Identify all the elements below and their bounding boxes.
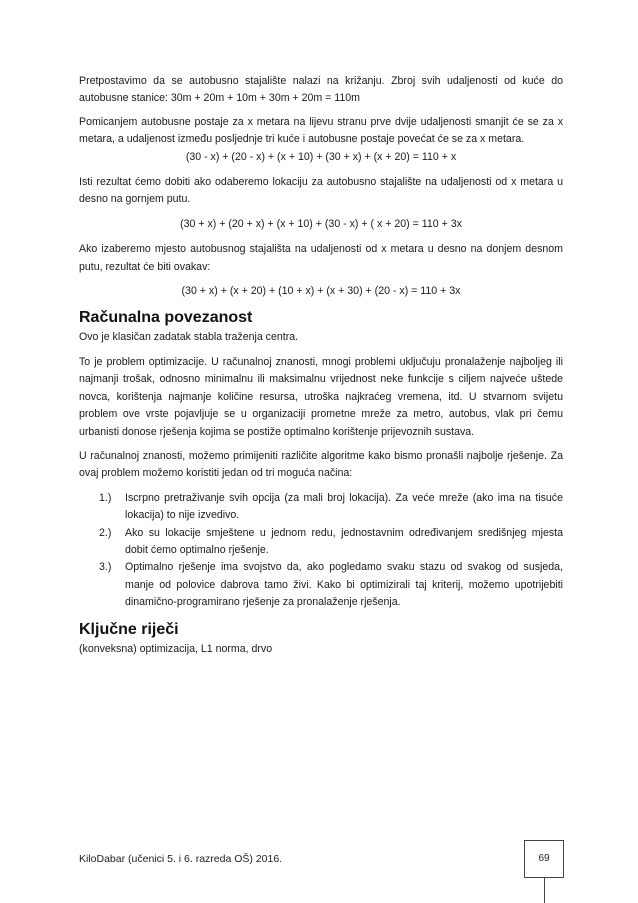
heading-computational-connection: Računalna povezanost	[79, 309, 253, 327]
equation-shift-right-top: (30 + x) + (20 + x) + (x + 10) + (30 - x) + ( x + 20) = 110 + 3x	[180, 217, 462, 230]
page-content	[79, 73, 563, 665]
paragraph-shift-right-bottom: Ako izaberemo mjesto autobusnog stajališta na udaljenosti od x metara u desno na donjem desnom putu, rezultat će biti ovakav:	[79, 243, 563, 273]
list-item-number: 1.)	[99, 491, 112, 504]
paragraph-algorithms: U računalnoj znanosti, možemo primijeniti različite algoritme kako bismo pronašli najbolje rješenje. Za ovaj problem možemo koristiti jedan od tri moguća načina:	[79, 449, 563, 480]
list-item-number: 3.)	[99, 561, 112, 574]
paragraph-shift-left: Pomicanjem autobusne postaje za x metara na lijevu stranu prve dvije udaljenosti smanjit će se za x metara, a udaljenost između posljednje tri kuće i autobusne postaje povećat će se za x metara.	[79, 115, 563, 146]
list-item-text: Ako su lokacije smještene u jednom redu, jednostavnim određivanjem središnjeg mjesta dobit ćemo optimalno rješenje.	[125, 526, 563, 556]
paragraph-optimization: To je problem optimizacije. U računalnoj znanosti, mnogi problemi uključuju pronalaženje najboljeg ili najmanji trošak, odnosno minimalnu ili maksimalnu vrijednost neke funkcije s ciljem najveće uštede novca, korištenja najmanje količine resursa, utroška najkraćeg vremena, itd. U stvarnom svijetu problem ove vrste pojavljuje se u organizaciji prometne mreže za metro, autobus, vlak pri čemu urbanisti donose rješenja kojima se postiže optimalno korištenje prijevoznih sustava.	[79, 355, 563, 438]
paragraph-bus-stop-sum: Pretpostavimo da se autobusno stajalište nalazi na križanju. Zbroj svih udaljenosti od kuće do autobusne stanice: 30m + 20m + 10m + 30m + 20m = 110m	[79, 75, 563, 105]
list-item	[79, 490, 563, 525]
paragraph-classic-task: Ovo je klasičan zadatak stabla traženja centra.	[79, 331, 299, 344]
list-item	[79, 559, 563, 611]
list-item-text: Optimalno rješenje ima svojstvo da, ako pogledamo svaku stazu od svakog od susjeda, manje od polovice dabrova tamo živi. Kako bi optimizirali taj kriterij, možemo upotrijebiti dinamično-programirano rješenje za pronalaženje rješenja.	[125, 561, 563, 609]
equation-shift-right-bottom: (30 + x) + (x + 20) + (10 + x) + (x + 30) + (20 - x) = 110 + 3x	[181, 285, 461, 298]
footer-text: KiloDabar (učenici 5. i 6. razreda OŠ) 2016.	[79, 853, 283, 865]
list-item-text: Iscrpno pretraživanje svih opcija (za mali broj lokacija). Za veće mreže (ako ima na tisuće lokacija) to nije izvedivo.	[125, 491, 563, 522]
page-number: 69	[524, 840, 564, 878]
paragraph-shift-right-top: Isti rezultat ćemo dobiti ako odaberemo lokaciju za autobusno stajalište na udaljenosti od x metara u desno na gornjem putu.	[79, 176, 563, 206]
list-item	[79, 525, 563, 560]
solution-methods-list	[79, 490, 563, 612]
equation-shift-left: (30 - x) + (20 - x) + (x + 10) + (30 + x) + (x + 20) = 110 + x	[185, 150, 457, 163]
list-item-number: 2.)	[99, 526, 112, 539]
heading-keywords: Ključne riječi	[79, 620, 179, 638]
keywords-text: (konveksna) optimizacija, L1 norma, drvo	[79, 642, 273, 655]
page-number-line	[544, 877, 545, 903]
